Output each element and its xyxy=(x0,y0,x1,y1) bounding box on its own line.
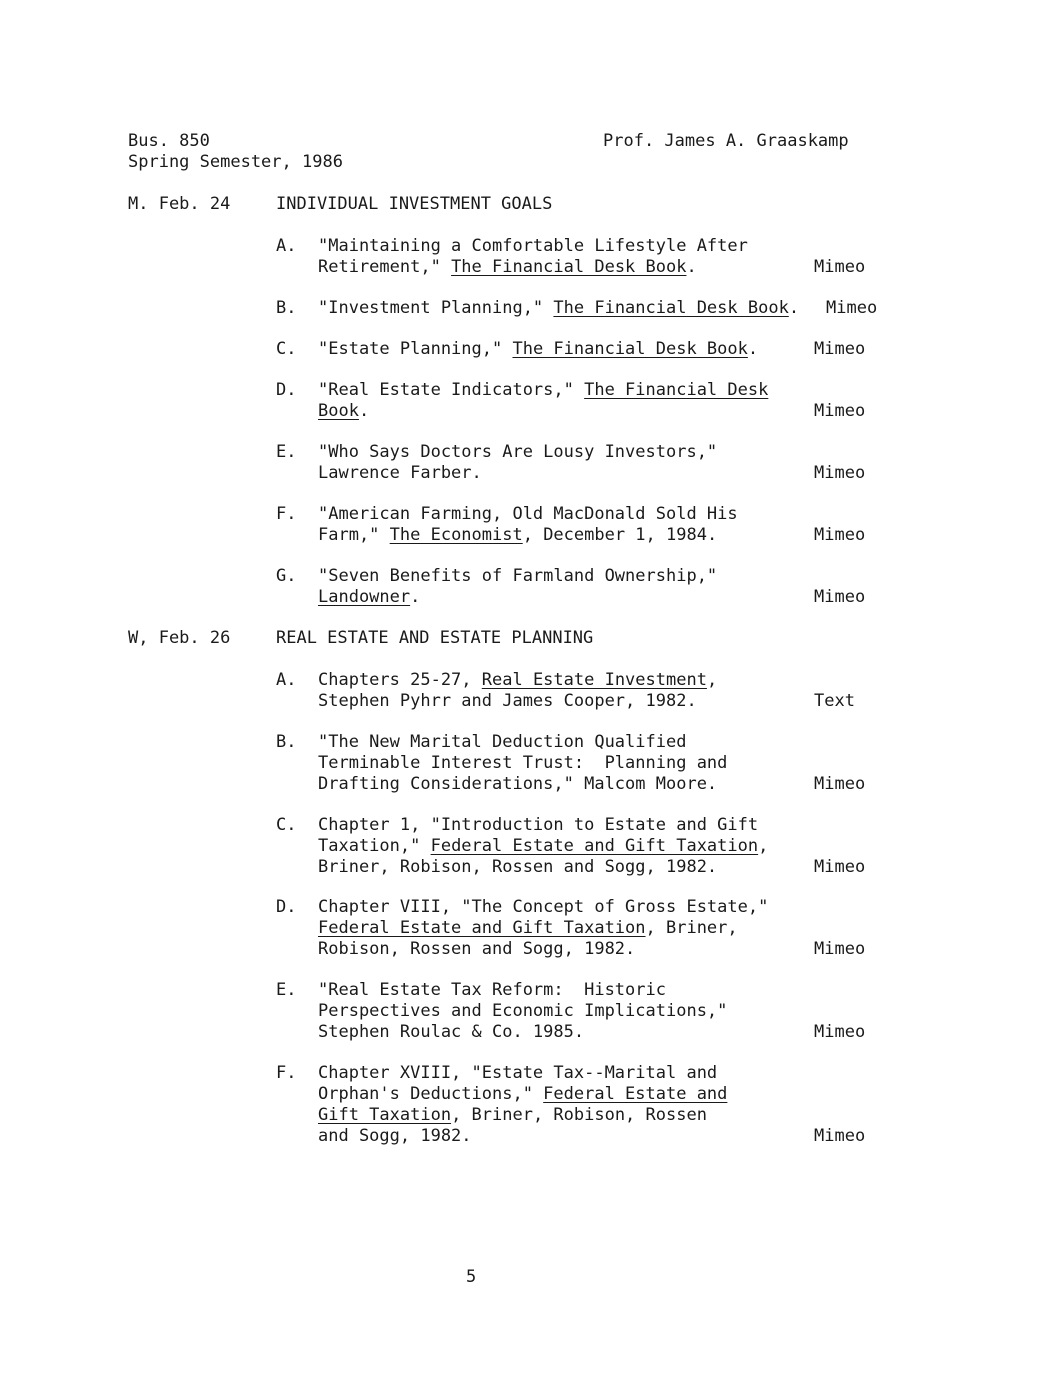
material-type: Mimeo xyxy=(814,401,866,421)
item-text: "Estate Planning," The Financial Desk Book. xyxy=(318,339,759,359)
item-letter: B. xyxy=(276,298,297,318)
item-text: Federal Estate and Gift Taxation, Briner, xyxy=(318,918,738,938)
item-letter: D. xyxy=(276,380,297,400)
book-title: Gift Taxation xyxy=(318,1105,452,1125)
book-title: The Financial Desk xyxy=(584,380,769,400)
item-text: Chapter XVIII, "Estate Tax--Marital and xyxy=(318,1063,718,1083)
material-type: Mimeo xyxy=(814,257,866,277)
item-text: "Investment Planning," The Financial Desk Book. xyxy=(318,298,800,318)
item-text: Taxation," Federal Estate and Gift Taxation, xyxy=(318,836,769,856)
book-title: Federal Estate and Gift Taxation xyxy=(430,836,759,856)
book-title: Federal Estate and Gift Taxation xyxy=(318,918,646,938)
course-number: Bus. 850 xyxy=(128,131,210,151)
item-text: Perspectives and Economic Implications," xyxy=(318,1001,728,1021)
session-topic: REAL ESTATE AND ESTATE PLANNING xyxy=(276,628,594,648)
session-topic: INDIVIDUAL INVESTMENT GOALS xyxy=(276,194,553,214)
item-text: Farm," The Economist, December 1, 1984. xyxy=(318,525,718,545)
item-letter: A. xyxy=(276,236,297,256)
item-letter: E. xyxy=(276,980,297,1000)
item-text: "Maintaining a Comfortable Lifestyle After xyxy=(318,236,748,256)
book-title: Federal Estate and xyxy=(543,1084,728,1104)
material-type: Mimeo xyxy=(814,1022,866,1042)
item-text: "American Farming, Old MacDonald Sold His xyxy=(318,504,738,524)
item-letter: F. xyxy=(276,1063,297,1083)
item-text: "Real Estate Indicators," The Financial Desk xyxy=(318,380,769,400)
item-letter: D. xyxy=(276,897,297,917)
item-text: "Real Estate Tax Reform: Historic xyxy=(318,980,666,1000)
item-text: "Seven Benefits of Farmland Ownership," xyxy=(318,566,718,586)
material-type: Mimeo xyxy=(814,857,866,877)
material-type: Mimeo xyxy=(814,339,866,359)
material-type: Mimeo xyxy=(814,1126,866,1146)
item-text: "Who Says Doctors Are Lousy Investors," xyxy=(318,442,718,462)
item-letter: G. xyxy=(276,566,297,586)
item-text: Drafting Considerations," Malcom Moore. xyxy=(318,774,718,794)
item-text: Terminable Interest Trust: Planning and xyxy=(318,753,728,773)
page-number: 5 xyxy=(466,1267,477,1287)
item-letter: A. xyxy=(276,670,297,690)
item-text: Orphan's Deductions," Federal Estate and xyxy=(318,1084,728,1104)
item-text: Chapter 1, "Introduction to Estate and Gift xyxy=(318,815,759,835)
material-type: Mimeo xyxy=(814,587,866,607)
semester: Spring Semester, 1986 xyxy=(128,152,343,172)
item-text: Retirement," The Financial Desk Book. xyxy=(318,257,697,277)
item-letter: C. xyxy=(276,815,297,835)
item-text: "The New Marital Deduction Qualified xyxy=(318,732,687,752)
item-text: Stephen Roulac & Co. 1985. xyxy=(318,1022,585,1042)
book-title: The Financial Desk Book xyxy=(451,257,687,277)
material-type: Mimeo xyxy=(814,525,866,545)
item-text: Chapters 25-27, Real Estate Investment, xyxy=(318,670,718,690)
item-text: Chapter VIII, "The Concept of Gross Estate," xyxy=(318,897,769,917)
material-type: Mimeo xyxy=(814,463,866,483)
item-text: Stephen Pyhrr and James Cooper, 1982. xyxy=(318,691,697,711)
item-text: Briner, Robison, Rossen and Sogg, 1982. xyxy=(318,857,718,877)
item-text: Robison, Rossen and Sogg, 1982. xyxy=(318,939,636,959)
material-type: Text xyxy=(814,691,855,711)
item-text: Gift Taxation, Briner, Robison, Rossen xyxy=(318,1105,707,1125)
book-title: The Financial Desk Book xyxy=(512,339,748,359)
material-type: Mimeo xyxy=(814,774,866,794)
material-type: Mimeo xyxy=(826,298,878,318)
material-type: Mimeo xyxy=(814,939,866,959)
item-text: Lawrence Farber. xyxy=(318,463,482,483)
item-letter: E. xyxy=(276,442,297,462)
item-letter: F. xyxy=(276,504,297,524)
item-text: Landowner. xyxy=(318,587,421,607)
item-letter: C. xyxy=(276,339,297,359)
session-date: W, Feb. 26 xyxy=(128,628,231,648)
session-date: M. Feb. 24 xyxy=(128,194,231,214)
item-text: Book. xyxy=(318,401,370,421)
publication-title: Landowner xyxy=(318,587,411,607)
book-title: Book xyxy=(318,401,359,421)
item-text: and Sogg, 1982. xyxy=(318,1126,472,1146)
publication-title: The Economist xyxy=(389,525,523,545)
item-letter: B. xyxy=(276,732,297,752)
professor-name: Prof. James A. Graaskamp xyxy=(603,131,849,151)
book-title: Real Estate Investment xyxy=(481,670,707,690)
book-title: The Financial Desk Book xyxy=(553,298,789,318)
